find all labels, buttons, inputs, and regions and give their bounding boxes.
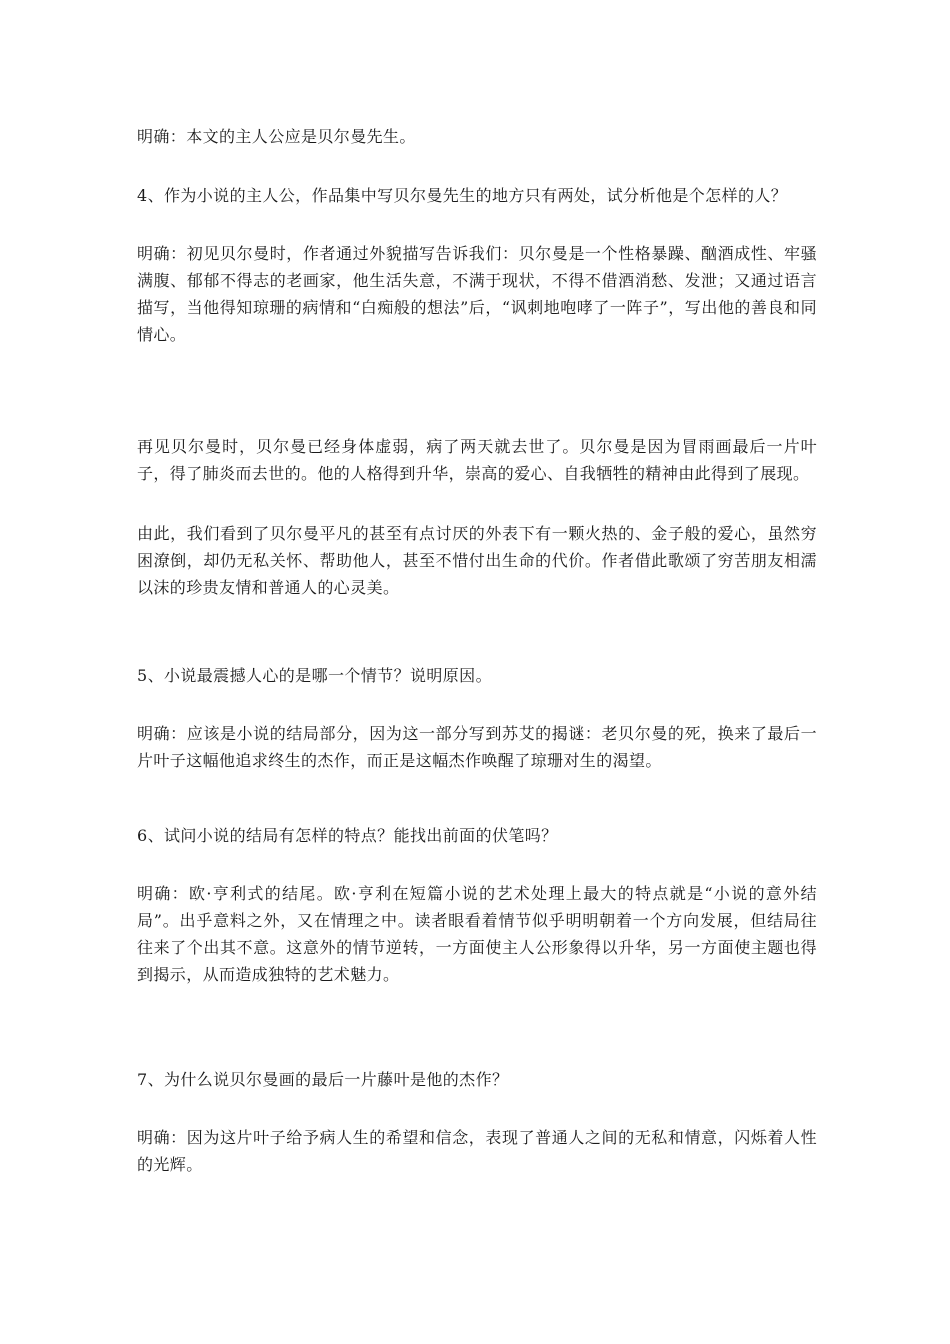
question-5: 5、小说最震撼人心的是哪一个情节？说明原因。	[137, 666, 492, 685]
answer-4-part-3: 由此，我们看到了贝尔曼平凡的甚至有点讨厌的外表下有一颗火热的、金子般的爱心，虽然穷困潦倒，却仍无私关怀、帮助他人，甚至不惜付出生命的代价。作者借此歌颂了穷苦朋友相濡以沫的珍贵友情和普通人的心灵美。	[137, 524, 817, 597]
answer-6: 明确：欧·亨利式的结尾。欧·亨利在短篇小说的艺术处理上最大的特点就是“小说的意外结局”。出乎意料之外，又在情理之中。读者眼看着情节似乎明明朝着一个方向发展，但结局往往来了个出其不意。这意外的情节逆转，一方面使主人公形象得以升华，另一方面使主题也得到揭示，从而造成独特的艺术魅力。	[137, 884, 817, 984]
answer-protagonist: 明确：本文的主人公应是贝尔曼先生。	[137, 127, 416, 146]
answer-4-part-2: 再见贝尔曼时，贝尔曼已经身体虚弱，病了两天就去世了。贝尔曼是因为冒雨画最后一片叶子，得了肺炎而去世的。他的人格得到升华，崇高的爱心、自我牺牲的精神由此得到了展现。	[137, 437, 817, 483]
answer-7: 明确：因为这片叶子给予病人生的希望和信念，表现了普通人之间的无私和情意，闪烁着人性的光辉。	[137, 1128, 817, 1174]
answer-4-part-1: 明确：初见贝尔曼时，作者通过外貌描写告诉我们：贝尔曼是一个性格暴躁、酗酒成性、牢骚满腹、郁郁不得志的老画家，他生活失意，不满于现状，不得不借酒消愁、发泄；又通过语言描写，当他得知琼珊的病情和“白痴般的想法”后，“讽刺地咆哮了一阵子”，写出他的善良和同情心。	[137, 244, 817, 344]
answer-5: 明确：应该是小说的结局部分，因为这一部分写到苏艾的揭谜：老贝尔曼的死，换来了最后一片叶子这幅他追求终生的杰作，而正是这幅杰作唤醒了琼珊对生的渴望。	[137, 724, 817, 770]
question-4: 4、作为小说的主人公，作品集中写贝尔曼先生的地方只有两处，试分析他是个怎样的人？	[137, 186, 788, 205]
question-7: 7、为什么说贝尔曼画的最后一片藤叶是他的杰作？	[137, 1070, 509, 1089]
question-6: 6、试问小说的结局有怎样的特点？能找出前面的伏笔吗？	[137, 826, 558, 845]
